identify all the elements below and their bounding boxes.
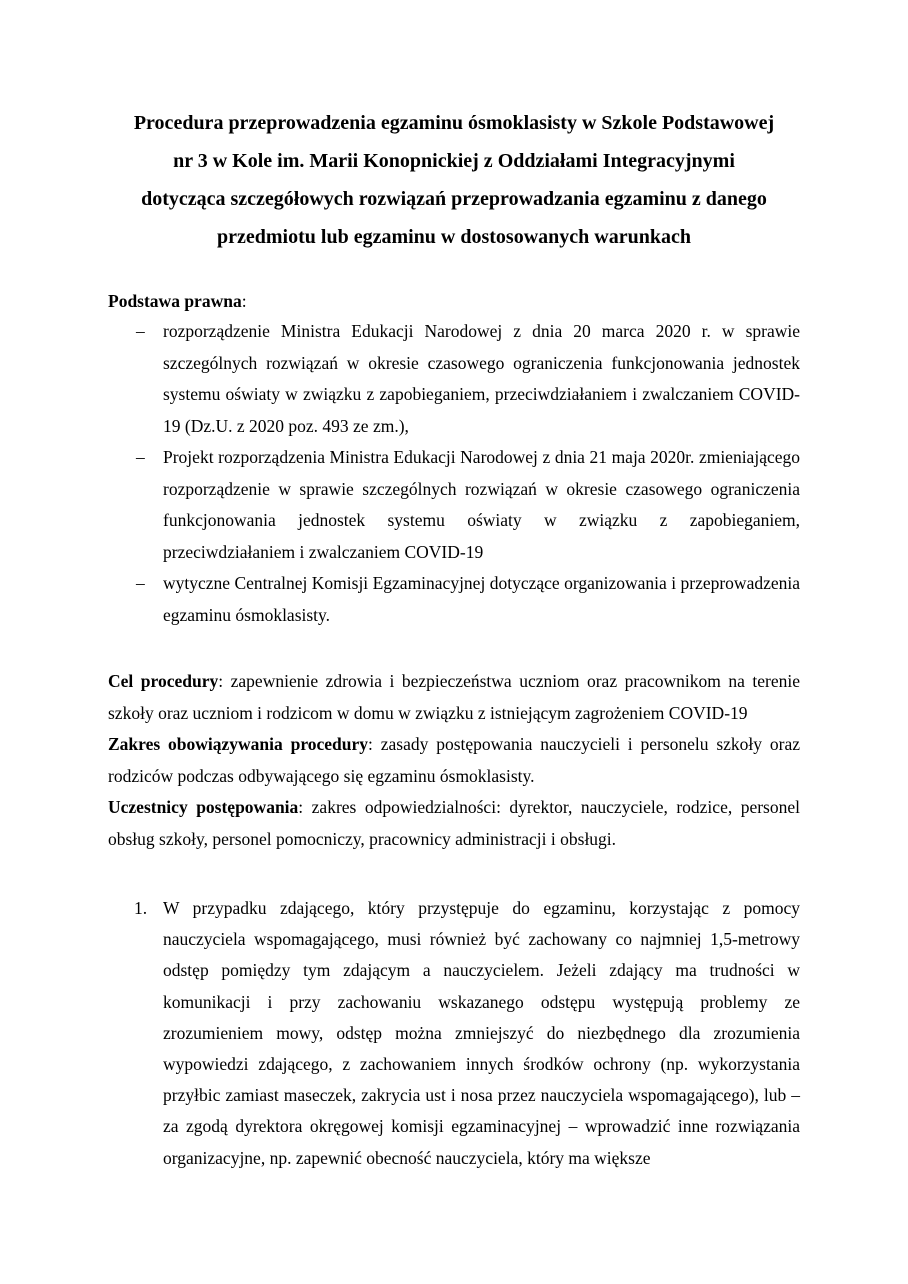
legal-basis-list xyxy=(108,316,800,631)
dash-bullet: – xyxy=(136,321,145,341)
legal-basis-heading xyxy=(108,286,247,318)
legal-basis-colon: : xyxy=(241,291,247,311)
scope-label: Zakres obowiązywania procedury xyxy=(108,734,369,754)
list-item-text: Projekt rozporządzenia Ministra Edukacji Narodowej z dnia 21 maja 2020r. zmieniającego rozporządzenie w sprawie szczególnych rozwiązań w okresie czasowego ograniczenia funkcjonowania jednostek systemu oświaty w związku z zapobieganiem, przeciwdziałaniem i zwalczaniem COVID-19 xyxy=(163,447,800,562)
title-line: przedmiotu lub egzaminu w dostosowanych warunkach xyxy=(217,226,691,248)
dash-bullet: – xyxy=(136,573,145,593)
scope-text: : zasady postępowania nauczycieli i personelu szkoły oraz rodziców podczas odbywającego się egzaminu ósmoklasisty. xyxy=(108,734,800,786)
title-line: nr 3 w Kole im. Marii Konopnickiej z Oddziałami Integracyjnymi xyxy=(173,150,735,172)
dash-bullet: – xyxy=(136,447,145,467)
goal-paragraph xyxy=(108,666,800,729)
item-number: 1. xyxy=(134,898,148,918)
numbered-list xyxy=(108,893,800,1174)
list-item xyxy=(108,442,800,568)
participants-text: : zakres odpowiedzialności: dyrektor, nauczyciele, rodzice, personel obsług szkoły, personel pomocniczy, pracownicy administracji i obsługi. xyxy=(108,797,800,849)
document-title xyxy=(100,104,808,256)
participants-paragraph xyxy=(108,792,800,855)
goal-text: : zapewnienie zdrowia i bezpieczeństwa uczniom oraz pracownikom na terenie szkoły oraz uczniom i rodzicom w domu w związku z istniejącym zagrożeniem COVID-19 xyxy=(108,671,801,723)
goal-label: Cel procedury xyxy=(108,671,219,691)
scope-paragraph xyxy=(108,729,800,792)
title-line: Procedura przeprowadzenia egzaminu ósmoklasisty w Szkole Podstawowej xyxy=(133,112,775,134)
list-item xyxy=(108,316,800,442)
list-item xyxy=(108,568,800,631)
list-item-text: wytyczne Centralnej Komisji Egzaminacyjnej dotyczące organizowania i przeprowadzenia egzaminu ósmoklasisty. xyxy=(163,573,800,625)
numbered-item xyxy=(108,893,800,1174)
title-line: dotycząca szczegółowych rozwiązań przeprowadzania egzaminu z danego xyxy=(141,188,767,210)
numbered-item-text: W przypadku zdającego, który przystępuje do egzaminu, korzystając z pomocy nauczyciela wspomagającego, musi również być zachowany co najmniej 1,5-metrowy odstęp pomiędzy tym zdającym a nauczycielem. Jeżeli zdający ma trudności w komunikacji i przy zachowaniu wskazanego odstępu występują problemy ze zrozumieniem mowy, odstęp można zmniejszyć do niezbędnego dla zrozumienia wypowiedzi zdającego, z zachowaniem innych środków ochrony (np. wykorzystania przyłbic zamiast maseczek, zakrycia ust i nosa przez nauczyciela wspomagającego), lub – za zgodą dyrektora okręgowej komisji egzaminacyjnej – wprowadzić inne rozwiązania organizacyjne, np. zapewnić obecność nauczyciela, który ma większe xyxy=(163,898,800,1168)
legal-basis-label: Podstawa prawna xyxy=(108,291,242,311)
procedure-info xyxy=(108,666,800,855)
list-item-text: rozporządzenie Ministra Edukacji Narodowej z dnia 20 marca 2020 r. w sprawie szczególnych rozwiązań w okresie czasowego ograniczenia funkcjonowania jednostek systemu oświaty w związku z zapobieganiem, przeciwdziałaniem i zwalczaniem COVID-19 (Dz.U. z 2020 poz. 493 ze zm.), xyxy=(163,321,800,436)
participants-label: Uczestnicy postępowania xyxy=(108,797,299,817)
